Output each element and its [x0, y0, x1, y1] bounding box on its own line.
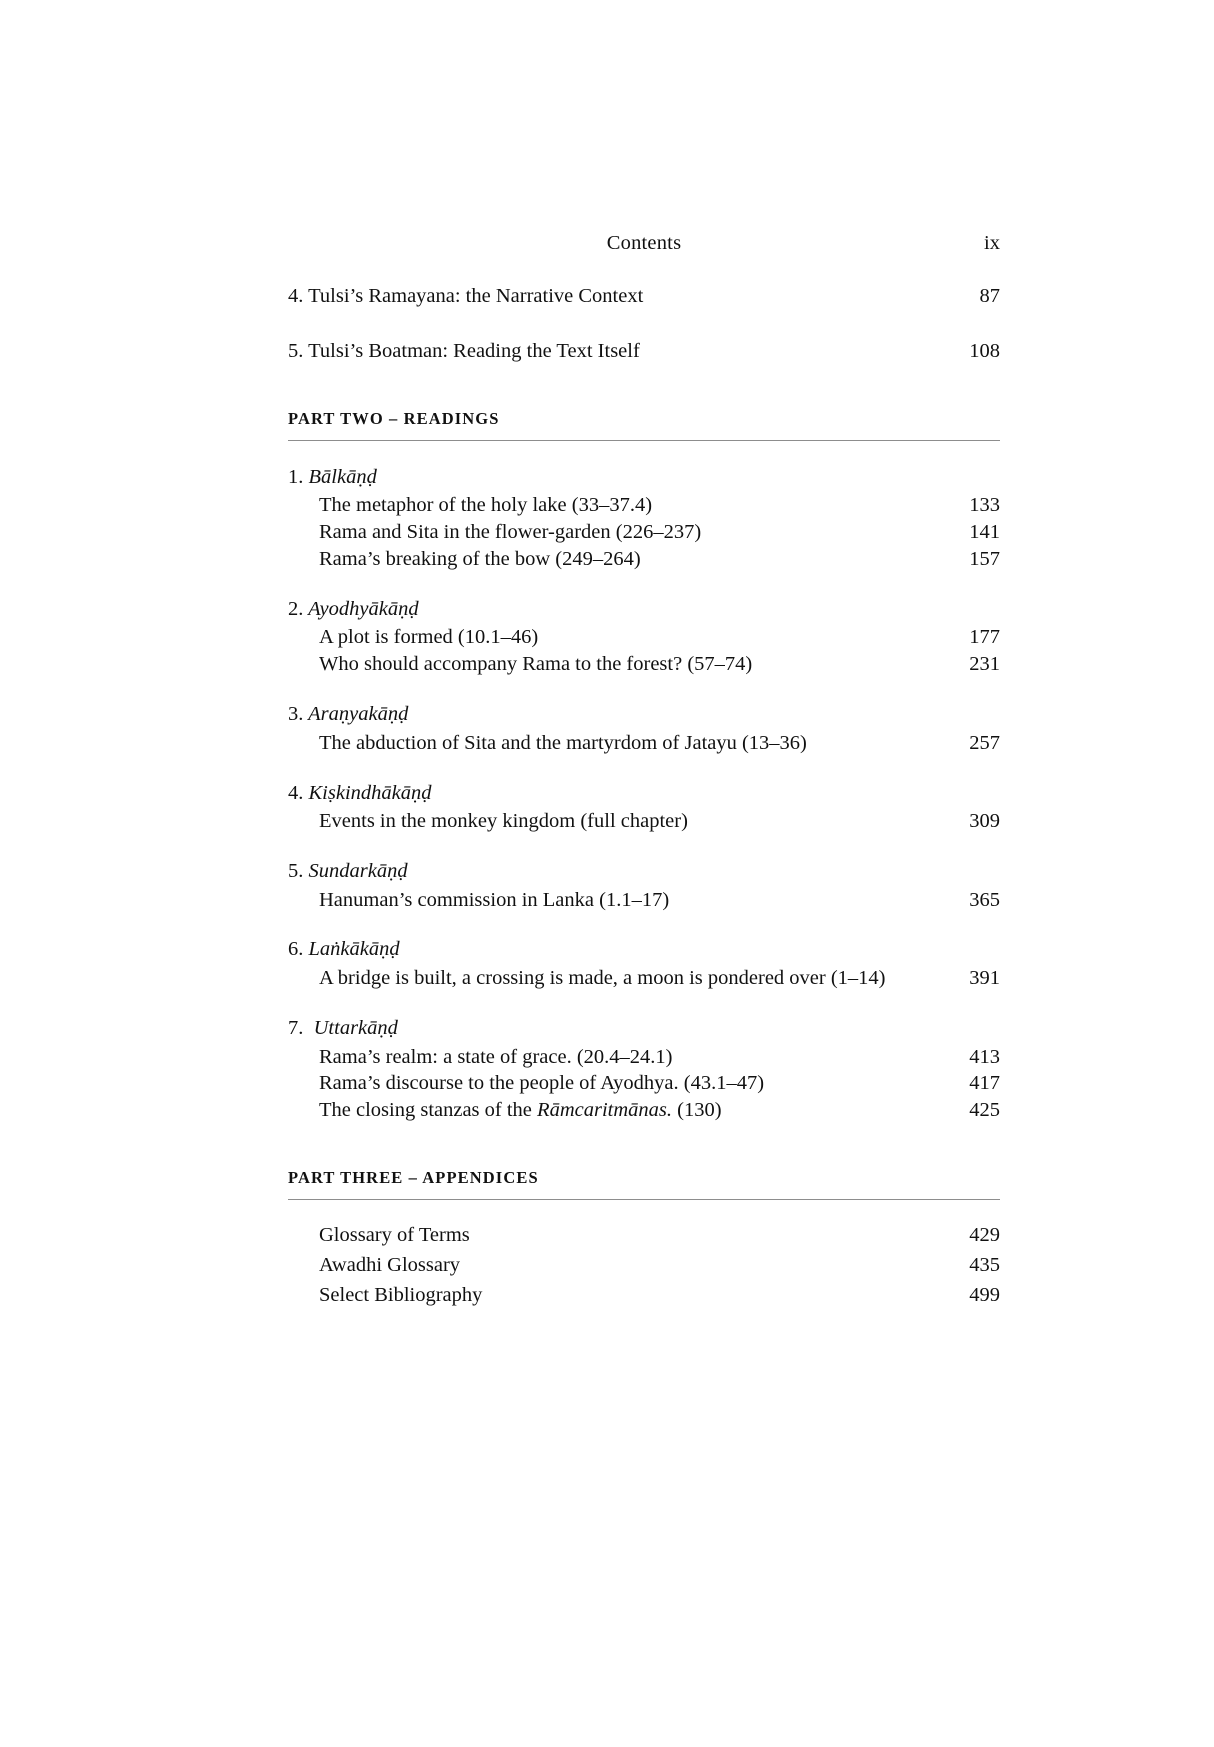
toc-entry-label: The metaphor of the holy lake (33–37.4) — [319, 494, 653, 517]
toc-row[interactable] — [319, 1071, 1000, 1097]
kand-number: 1. — [288, 465, 304, 488]
toc-row[interactable] — [319, 1253, 1000, 1279]
toc-entry-label: Select Bibliography — [319, 1283, 483, 1306]
running-head — [288, 232, 1000, 266]
kand-number: 5. — [288, 860, 304, 883]
toc-row[interactable] — [319, 652, 1000, 678]
kand-name: Ayodhyākāṇḍ — [308, 597, 419, 620]
toc-entry-page: 413 — [969, 1045, 1000, 1068]
toc-entry-page: 141 — [969, 521, 1000, 544]
kand-number: 2. — [288, 597, 304, 620]
toc-entry-label: Rama’s discourse to the people of Ayodhya. (43.1–47) — [319, 1072, 765, 1095]
text-block — [288, 232, 1000, 1309]
running-head-title: Contents — [606, 232, 682, 254]
toc-entry-label: 5. Tulsi’s Boatman: Reading the Text Itself — [288, 339, 640, 362]
part-three-heading: PART THREE – APPENDICES — [288, 1168, 539, 1188]
toc-entry-label: Events in the monkey kingdom (full chapter) — [319, 810, 688, 833]
toc-row[interactable] — [319, 1045, 1000, 1071]
toc-entry-page: 157 — [969, 547, 1000, 570]
toc-row[interactable] — [319, 547, 1000, 573]
toc-entry-label: A bridge is built, a crossing is made, a moon is pondered over (1–14) — [319, 967, 886, 990]
part-three-section — [288, 1168, 1000, 1308]
section-divider — [288, 440, 1000, 441]
toc-entry-label-pre: The closing stanzas of the — [319, 1099, 538, 1122]
toc-row[interactable] — [288, 284, 1000, 310]
kand-title — [288, 1015, 1000, 1042]
kand-title — [288, 858, 1000, 885]
toc-row[interactable] — [319, 520, 1000, 546]
kand-number: 3. — [288, 703, 304, 726]
kand-title — [288, 464, 1000, 491]
toc-entry-page: 425 — [969, 1099, 1000, 1122]
toc-row[interactable] — [319, 966, 1000, 992]
toc-entry-page: 365 — [969, 888, 1000, 911]
kand-entries — [319, 809, 1000, 835]
toc-entry-label: Rama’s realm: a state of grace. (20.4–24.1) — [319, 1045, 673, 1068]
toc-entry-page: 391 — [969, 967, 1000, 990]
kand-number: 7. — [288, 1016, 304, 1039]
kand-entries — [319, 888, 1000, 914]
kand-group-1 — [288, 464, 1000, 573]
kand-name: Kiṣkindhākāṇḍ — [308, 781, 432, 804]
kand-name: Araṇyakāṇḍ — [308, 703, 409, 726]
toc-entry-page: 231 — [969, 653, 1000, 676]
toc-entry-page: 108 — [969, 339, 1000, 362]
part-two-heading: PART TWO – READINGS — [288, 408, 500, 428]
toc-entry-page: 133 — [969, 494, 1000, 517]
toc-entry-label — [319, 1098, 736, 1124]
toc-entry-page: 435 — [969, 1253, 1000, 1276]
toc-entry-label: Hanuman’s commission in Lanka (1.1–17) — [319, 888, 670, 911]
toc-entry-label: A plot is formed (10.1–46) — [319, 626, 539, 649]
appendix-entries — [319, 1223, 1000, 1308]
toc-entry-label: Who should accompany Rama to the forest? (57–74) — [319, 653, 753, 676]
toc-entry-page: 417 — [969, 1072, 1000, 1095]
toc-entry-label: 4. Tulsi’s Ramayana: the Narrative Context — [288, 285, 644, 307]
toc-entry-page: 87 — [979, 285, 1000, 307]
kand-number: 6. — [288, 938, 304, 961]
toc-entry-page: 309 — [969, 810, 1000, 833]
kand-number: 4. — [288, 781, 304, 804]
toc-row[interactable] — [319, 625, 1000, 651]
kand-entries — [319, 966, 1000, 992]
kand-group-3 — [288, 701, 1000, 756]
toc-row[interactable] — [319, 809, 1000, 835]
toc-entry-page: 257 — [969, 731, 1000, 754]
toc-entry-page: 499 — [969, 1283, 1000, 1306]
part-one-tail-list — [288, 284, 1000, 365]
kand-title — [288, 596, 1000, 623]
page-folio: ix — [984, 232, 1000, 254]
toc-row[interactable] — [319, 731, 1000, 757]
part-two-section — [288, 409, 1000, 1124]
kand-entries — [319, 1045, 1000, 1124]
section-divider — [288, 1199, 1000, 1200]
toc-row[interactable] — [319, 888, 1000, 914]
toc-row[interactable] — [319, 1283, 1000, 1309]
kand-group-2 — [288, 596, 1000, 678]
toc-entry-label-work-title: Rāmcaritmānas. — [537, 1099, 672, 1122]
kand-group-6 — [288, 936, 1000, 991]
kand-title — [288, 701, 1000, 728]
kand-title — [288, 780, 1000, 807]
toc-entry-label: Rama’s breaking of the bow (249–264) — [319, 547, 641, 570]
toc-row[interactable] — [319, 493, 1000, 519]
kand-entries — [319, 625, 1000, 678]
kand-entries — [319, 731, 1000, 757]
toc-entry-page: 429 — [969, 1224, 1000, 1247]
toc-row[interactable] — [319, 1223, 1000, 1249]
toc-entry-page: 177 — [969, 626, 1000, 649]
toc-entry-label: Glossary of Terms — [319, 1224, 470, 1247]
toc-entry-label-post: (130) — [672, 1099, 722, 1122]
kand-group-7 — [288, 1015, 1000, 1124]
toc-row[interactable] — [319, 1098, 1000, 1124]
kand-name: Bālkāṇḍ — [308, 465, 377, 488]
kand-entries — [319, 493, 1000, 572]
toc-entry-label: Awadhi Glossary — [319, 1253, 461, 1276]
kand-name: Sundarkāṇḍ — [308, 860, 408, 883]
toc-row[interactable] — [288, 339, 1000, 365]
kand-name: Laṅkākāṇḍ — [308, 938, 400, 961]
toc-entry-label: Rama and Sita in the flower-garden (226–237) — [319, 521, 702, 544]
kand-group-5 — [288, 858, 1000, 913]
toc-entry-label: The abduction of Sita and the martyrdom of Jatayu (13–36) — [319, 731, 807, 754]
kand-group-4 — [288, 780, 1000, 835]
kand-name: Uttarkāṇḍ — [313, 1016, 398, 1039]
kand-title — [288, 936, 1000, 963]
